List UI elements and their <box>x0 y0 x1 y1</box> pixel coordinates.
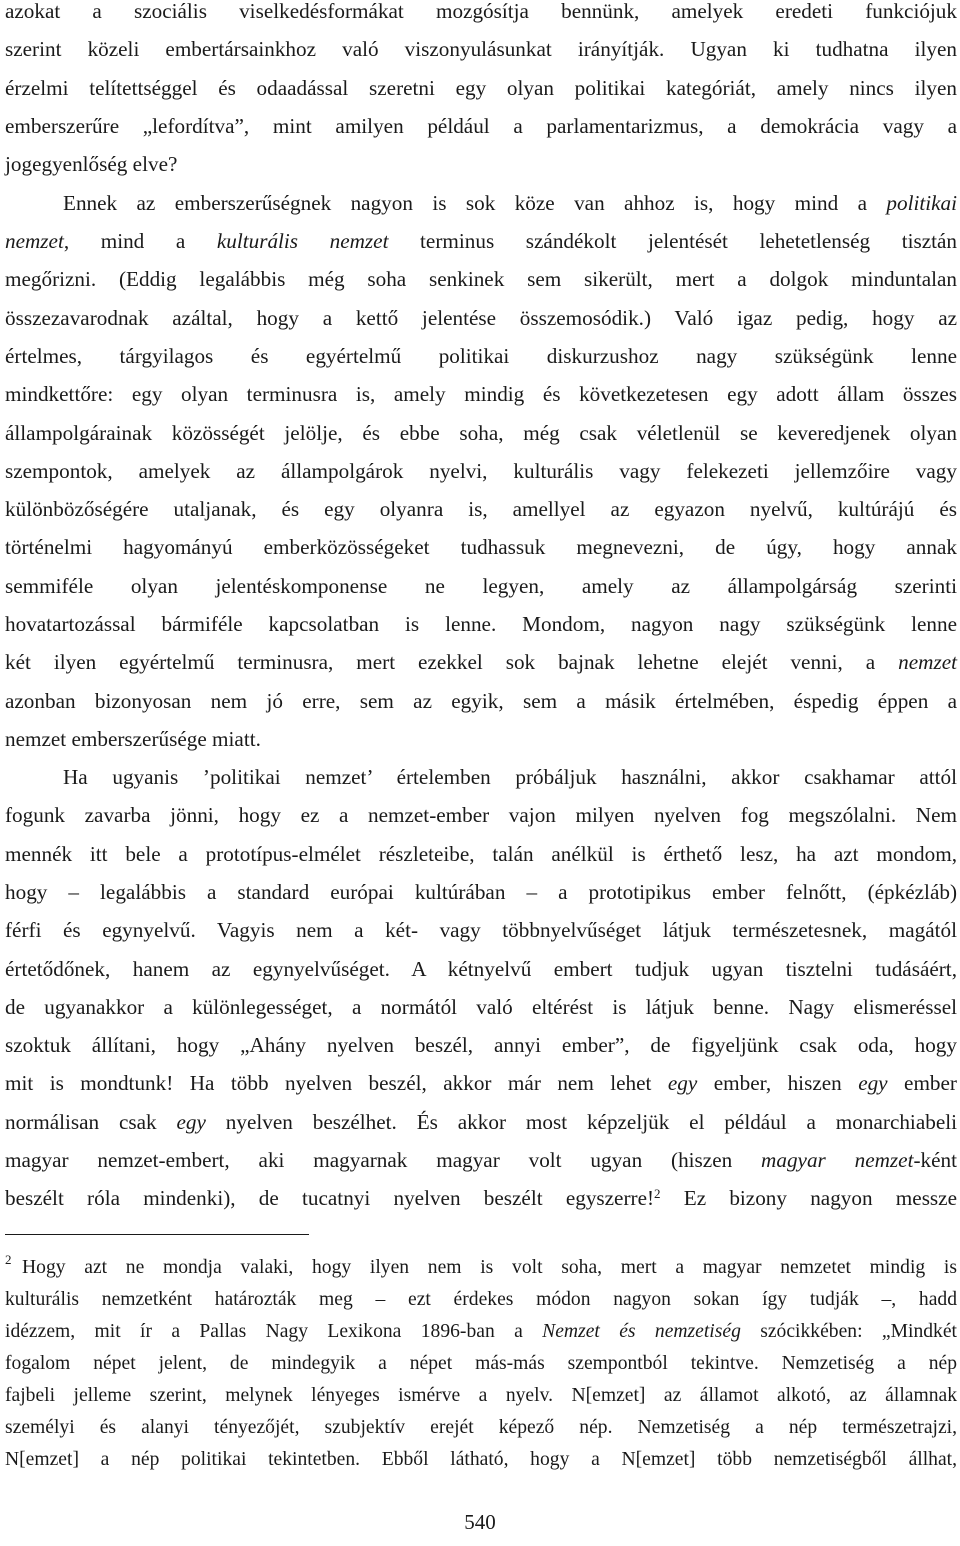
footnote-line: kulturális nemzetként határozták meg – ezt érdekes módon nagyon sokan így tudják –, hadd <box>5 1289 957 1310</box>
footnote-line <box>5 1316 957 1348</box>
italic-term: magyar nemzet <box>761 1148 914 1172</box>
text-line: semmiféle olyan jelentéskomponense ne legyen, amely az állampolgárság szerinti <box>5 574 957 598</box>
text-line: megőrizni. (Eddig legalábbis még soha senkinek sem sikerült, mert a dolgok minduntalan <box>5 267 957 291</box>
text-line <box>5 643 957 681</box>
text-line <box>5 1064 957 1102</box>
text-line: férfi és egynyelvű. Vagyis nem a két- vagy többnyelvűséget látjuk természetesnek, magától <box>5 918 957 942</box>
footnote-line: fogalom népet jelent, de mindegyik a népet más-más szempontból tekintve. Nemzetiség a nép <box>5 1353 957 1374</box>
footnote-line: Hogy azt ne mondja valaki, hogy ilyen nem is volt soha, mert a magyar nemzetet mindig is <box>22 1257 957 1278</box>
text-line <box>5 1103 957 1141</box>
text-line: emberszerűre „lefordítva”, mint amilyen például a parlamentarizmus, a demokrácia vagy a <box>5 114 957 138</box>
italic-term: Nemzet és nemzetiség <box>542 1321 741 1342</box>
text-line: különbözőségére utaljanak, és egy olyanra is, amellyel az egyazon nyelvű, kultúrájú és <box>5 497 957 521</box>
text-run: Ennek az emberszerűségnek nagyon is sok köze van ahhoz is, hogy mind a <box>63 191 887 215</box>
italic-term: kulturális nemzet <box>216 229 389 253</box>
text-line: szerint közeli embertársainkhoz való viszonyulásunkat irányítják. Ugyan ki tudhatna ilyen <box>5 37 957 61</box>
italic-term: nemzet <box>898 650 957 674</box>
text-line: fogunk zavarba jönni, hogy ez a nemzet-ember vajon milyen nyelven fog megszólalni. Nem <box>5 803 957 827</box>
text-run: magyar nemzet-embert, aki magyarnak magyar volt ugyan (hiszen <box>5 1148 762 1172</box>
text-line <box>5 1179 957 1217</box>
text-run: ember <box>887 1071 957 1095</box>
text-line: de ugyanakkor a különlegességet, a normától való eltérést is látjuk benne. Nagy elismeréssel <box>5 995 957 1019</box>
page-number: 540 <box>464 1510 496 1534</box>
text-run: mit is mondtunk! Ha több nyelven beszél, akkor már nem lehet <box>5 1071 668 1095</box>
italic-term: politikai <box>886 191 957 215</box>
paragraph-start-line <box>63 184 957 222</box>
footnote-marker: 2 <box>5 1252 12 1267</box>
text-run: két ilyen egyértelmű terminusra, mert ezekkel sok bajnak lehetne elejét venni, a <box>5 650 899 674</box>
text-line: mindkettőre: egy olyan terminusra is, amely mindig és következetesen egy adott állam összes <box>5 382 957 406</box>
text-run: beszélt róla mindenki), de tucatnyi nyelven beszélt egyszerre! <box>5 1186 655 1210</box>
text-run: ember, hiszen <box>697 1071 859 1095</box>
text-line <box>5 1141 957 1179</box>
text-line: mennék itt bele a prototípus-elmélet részleteibe, talán anélkül is érthető lesz, ha azt mondom, <box>5 842 957 866</box>
italic-term: egy <box>667 1071 698 1095</box>
italic-term: egy <box>858 1071 888 1095</box>
text-run: Ez bizony nagyon messze <box>660 1186 957 1210</box>
text-line: állampolgárainak közösségét jelölje, és ebbe soha, még csak véletlenül se keveredjenek olyan <box>5 421 957 445</box>
text-line: szoktuk állítani, hogy „Ahány nyelven beszél, annyi ember”, de figyeljünk csak oda, hogy <box>5 1033 957 1057</box>
text-line: értelmes, tárgyilagos és egyértelmű politikai diskurzushoz nagy szükségünk lenne <box>5 344 957 368</box>
text-run: normálisan csak <box>5 1110 177 1134</box>
text-run: idézzem, mit ír a Pallas Nagy Lexikona 1896-ban a <box>5 1321 543 1342</box>
text-line: hovatartozással bármiféle kapcsolatban is lenne. Mondom, nagyon nagy szükségünk lenne <box>5 612 957 636</box>
footnote-reference[interactable]: 2 <box>654 1186 661 1201</box>
text-line: történelmi hagyományú emberközösségeket tudhassuk megnevezni, de úgy, hogy annak <box>5 535 957 559</box>
text-line: azonban bizonyosan nem jó erre, sem az egyik, sem a másik értelmében, éspedig éppen a <box>5 689 957 713</box>
text-line: azokat a szociális viselkedésformákat mozgósítja bennünk, amelyek eredeti funkciójuk <box>5 0 957 23</box>
text-line: értetődőnek, hanem az egynyelvűséget. A kétnyelvű embert tudjuk ugyan tisztelni tudásáért, <box>5 957 957 981</box>
text-line: szempontok, amelyek az állampolgárok nyelvi, kulturális vagy felekezeti jellemzőire vagy <box>5 459 957 483</box>
footnote-separator <box>5 1234 309 1235</box>
italic-term: egy <box>176 1110 206 1134</box>
text-run: szócikkében: „Mindkét <box>740 1321 957 1342</box>
text-run: nyelven beszélhet. És akkor most képzeljük el például a monarchiabeli <box>205 1110 957 1134</box>
text-run: , mind a <box>63 229 217 253</box>
text-line: nemzet emberszerűsége miatt. <box>5 727 261 751</box>
text-line: hogy – legalábbis a standard európai kultúrában – a prototipikus ember felnőtt, (épkézláb) <box>5 880 957 904</box>
text-run: terminus szándékolt jelentését lehetetlenség tisztán <box>388 229 957 253</box>
paragraph-start-line: Ha ugyanis ’politikai nemzet’ értelemben próbáljuk használni, akkor csakhamar attól <box>63 765 957 789</box>
italic-term: nemzet <box>5 229 64 253</box>
footnote-line: személyi és alanyi tényezőjét, szubjektív erejét képező nép. Nemzetiség a nép természetrajzi, <box>5 1417 957 1438</box>
footnote-line: N[emzet] a nép politikai tekintetben. Ebből látható, hogy a N[emzet] több nemzetiségből állhat, <box>5 1449 957 1470</box>
text-line: jogegyenlőség elve? <box>5 152 178 176</box>
text-line <box>5 222 957 260</box>
text-line: összezavarodnak azáltal, hogy a kettő jelentése összemosódik.) Való igaz pedig, hogy az <box>5 306 957 330</box>
text-line: érzelmi telítettséggel és odaadással szeretni egy olyan politikai kategóriát, amely nincs ilyen <box>5 76 957 100</box>
text-run: -ként <box>913 1148 957 1172</box>
footnote-line: fajbeli jelleme szerint, melynek lényeges ismérve a nyelv. N[emzet] az államot alkotó, az államnak <box>5 1385 957 1406</box>
